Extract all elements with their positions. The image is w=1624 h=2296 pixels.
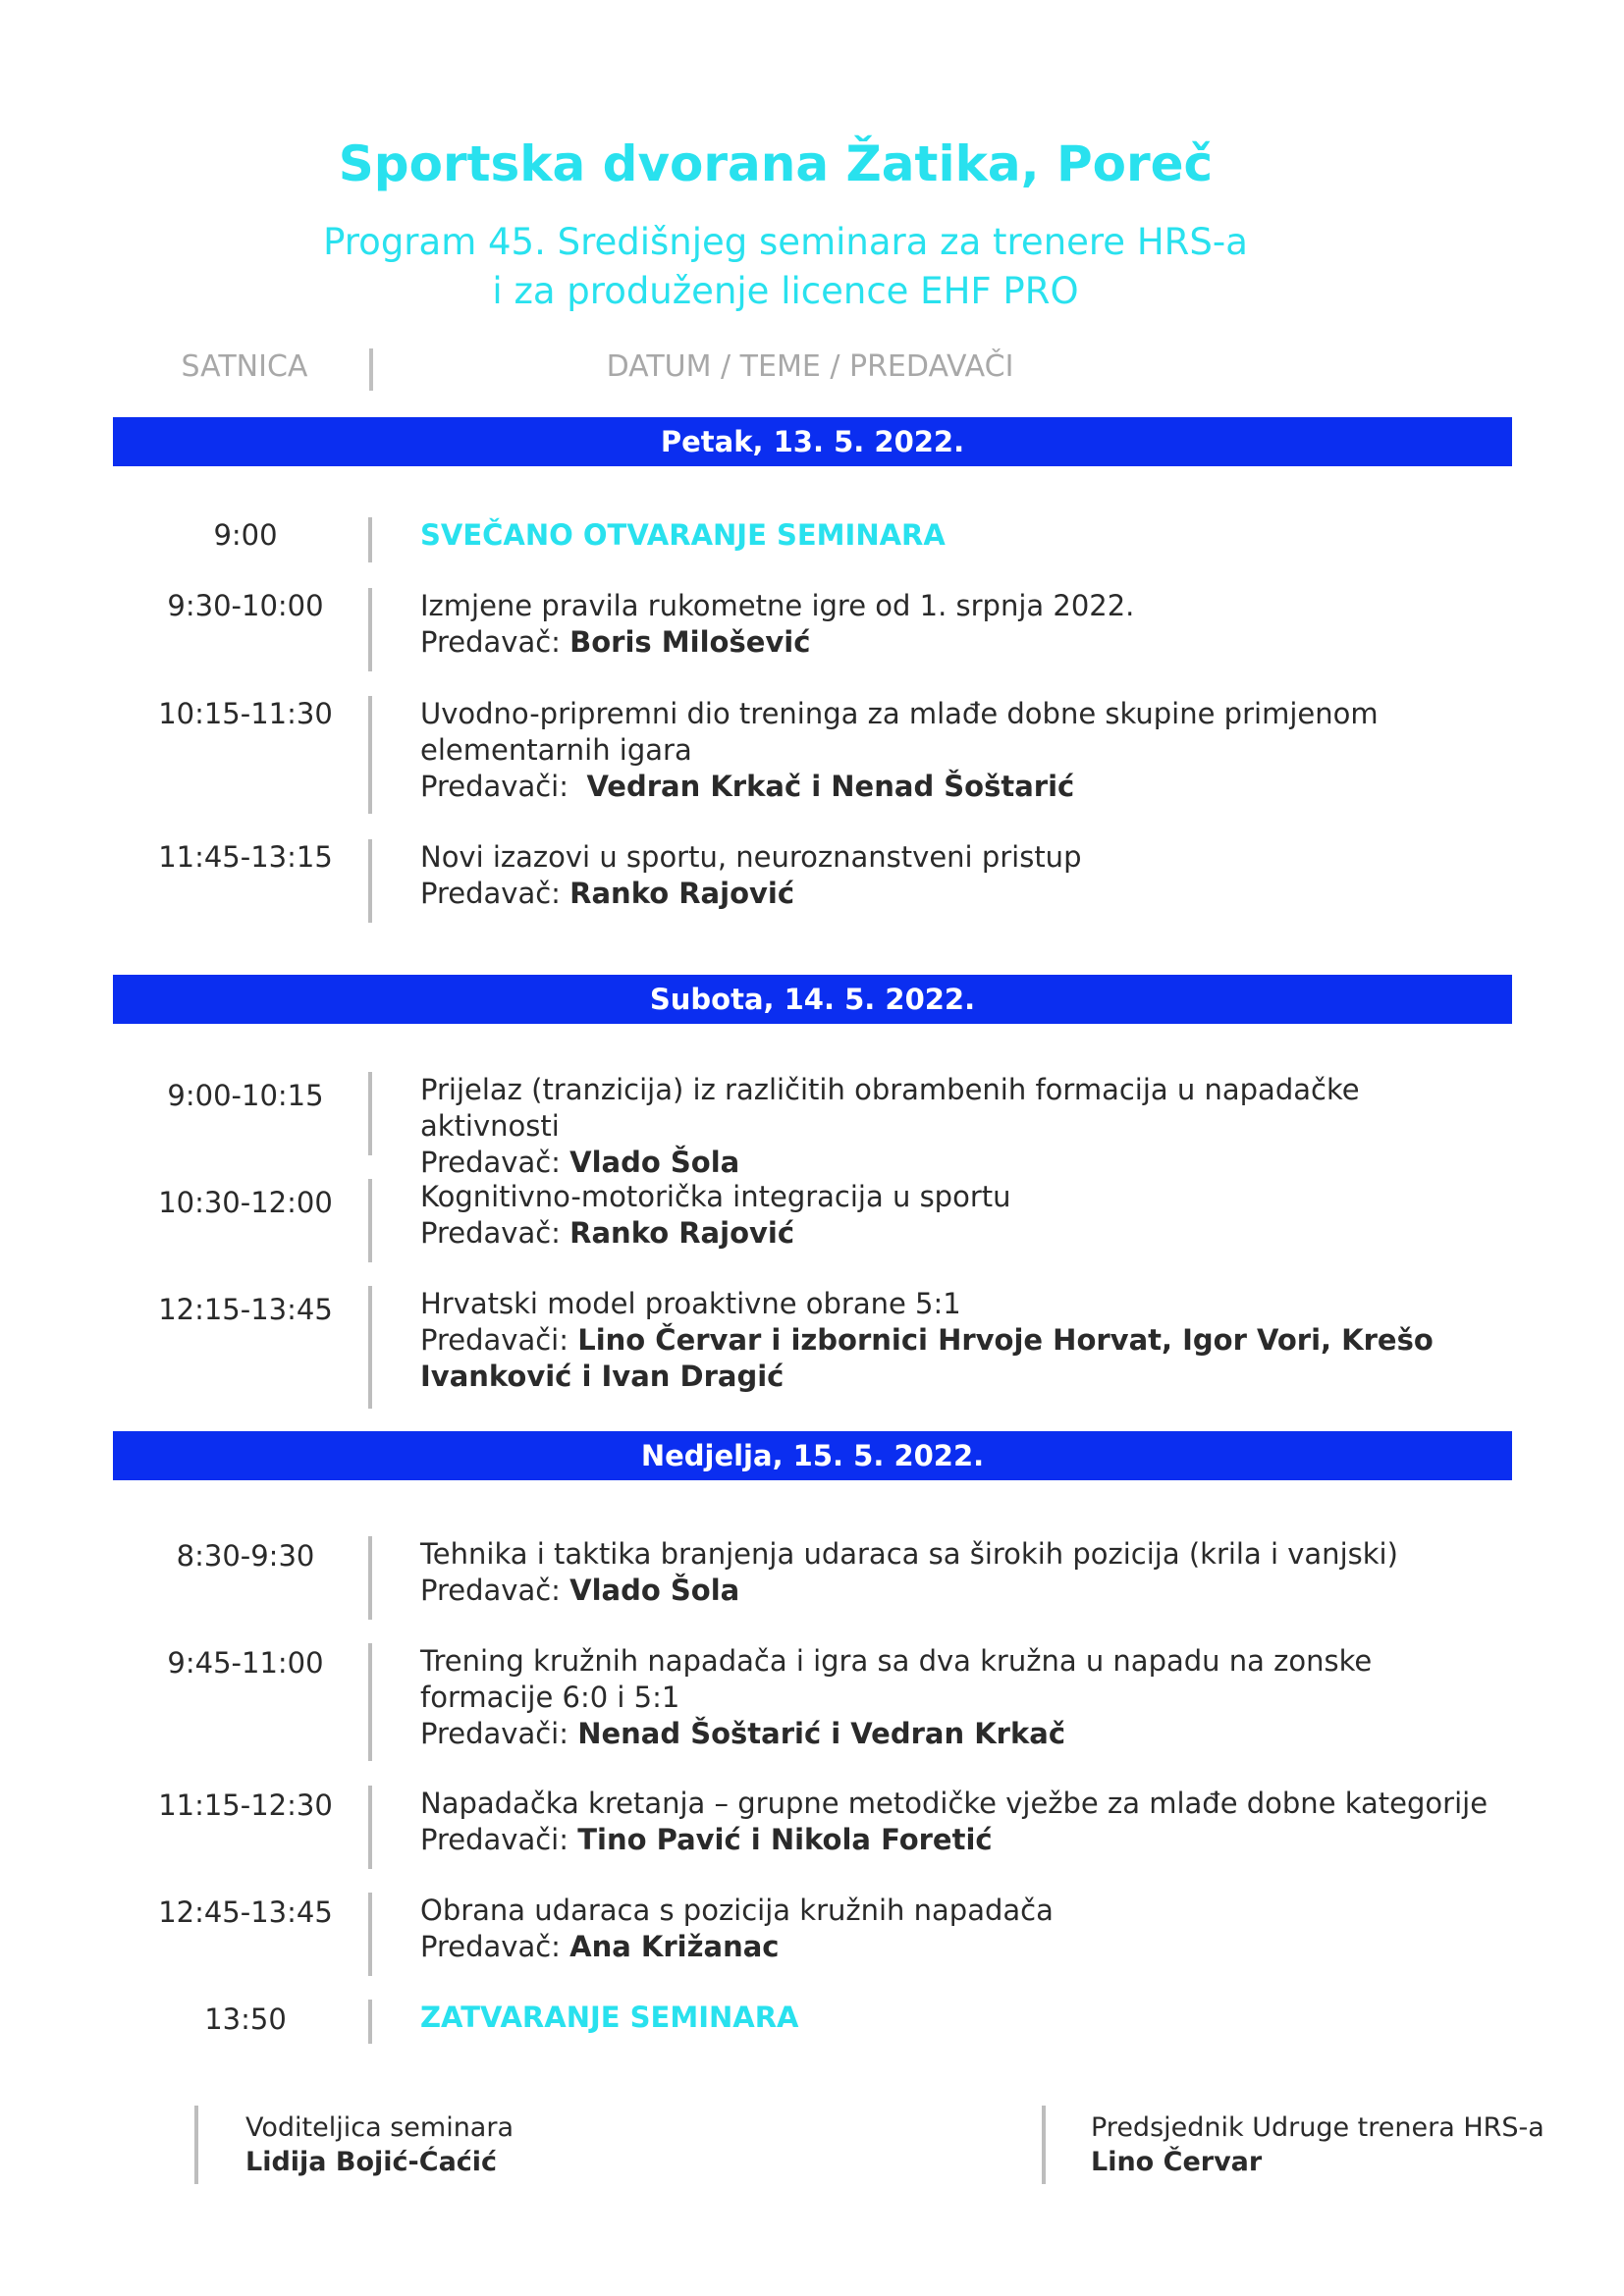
session-time: 9:00 — [213, 518, 278, 552]
speaker-label: Predavač: — [420, 1146, 561, 1179]
session-content — [420, 1536, 1490, 1609]
session-time: 9:30-10:00 — [167, 589, 324, 622]
speaker-label: Predavač: — [420, 1574, 561, 1607]
session-topic: Obrana udaraca s pozicija kružnih napadača — [420, 1894, 1054, 1927]
subtitle-line-1: Program 45. Središnjeg seminara za trenere HRS-a — [323, 221, 1248, 263]
speaker-names: Tino Pavić i Nikola Foretić — [577, 1823, 993, 1856]
row-divider — [368, 1179, 372, 1262]
session-topic: Tehnika i taktika branjenja udaraca sa širokih pozicija (krila i vanjski) — [420, 1537, 1398, 1571]
session-time: 12:45-13:45 — [158, 1896, 333, 1929]
session-speakers — [420, 1823, 993, 1856]
session-time: 13:50 — [204, 2002, 287, 2036]
session-speakers — [420, 877, 794, 910]
speaker-names: Lino Červar i izbornici Hrvoje Horvat, Igor Vori, Krešo Ivanković i Ivan Dragić — [420, 1323, 1434, 1393]
footer-left-name: Lidija Bojić-Ćaćić — [245, 2147, 498, 2177]
session-time: 9:45-11:00 — [167, 1646, 324, 1680]
session-content — [420, 1286, 1490, 1395]
session-content — [420, 1072, 1490, 1181]
session-topic: Napadačka kretanja – grupne metodičke vježbe za mlađe dobne kategorije — [420, 1787, 1489, 1820]
row-divider — [368, 696, 372, 814]
row-divider — [368, 1072, 372, 1155]
session-speakers — [420, 1146, 739, 1179]
session-content — [420, 1786, 1490, 1858]
column-header-topics: DATUM / TEME / PREDAVAČI — [606, 349, 1014, 384]
row-divider — [368, 588, 372, 671]
session-time: 11:45-13:15 — [158, 840, 333, 874]
speaker-label: Predavači: — [420, 770, 568, 803]
day-band: Subota, 14. 5. 2022. — [113, 975, 1512, 1024]
speaker-names: Vedran Krkač i Nenad Šoštarić — [586, 770, 1075, 803]
session-topic: Uvodno-pripremni dio treninga za mlađe dobne skupine primjenom elementarnih igara — [420, 697, 1379, 767]
session-time: 9:00-10:15 — [167, 1079, 324, 1112]
footer-right-name: Lino Červar — [1091, 2147, 1263, 2177]
session-speakers — [420, 1574, 739, 1607]
speaker-label: Predavač: — [420, 1930, 561, 1963]
session-speakers — [420, 625, 810, 659]
session-speakers — [420, 1717, 1065, 1750]
speaker-names: Nenad Šoštarić i Vedran Krkač — [577, 1717, 1066, 1750]
row-divider — [368, 2000, 372, 2044]
footer-left-signature — [245, 2110, 514, 2179]
page-title: Sportska dvorana Žatika, Poreč — [338, 135, 1214, 192]
session-time: 11:15-12:30 — [158, 1789, 333, 1822]
session-topic: Hrvatski model proaktivne obrane 5:1 — [420, 1287, 961, 1320]
session-time: 12:15-13:45 — [158, 1293, 333, 1326]
row-divider — [368, 517, 372, 562]
session-special: SVEČANO OTVARANJE SEMINARA — [420, 518, 946, 552]
day-band: Nedjelja, 15. 5. 2022. — [113, 1431, 1512, 1480]
session-topic: Trening kružnih napadača i igra sa dva kružna u napadu na zonske formacije 6:0 i 5:1 — [420, 1644, 1373, 1714]
row-divider — [368, 1893, 372, 1976]
row-divider — [368, 1536, 372, 1620]
speaker-label: Predavači: — [420, 1823, 568, 1856]
footer-left-divider — [194, 2106, 198, 2184]
speaker-names: Vlado Šola — [569, 1574, 740, 1607]
footer-right-role: Predsjednik Udruge trenera HRS-a — [1091, 2112, 1544, 2143]
row-divider — [368, 1286, 372, 1409]
speaker-label: Predavači: — [420, 1717, 568, 1750]
session-content — [420, 696, 1382, 805]
row-divider — [368, 1643, 372, 1761]
session-content — [420, 1643, 1490, 1752]
session-speakers — [420, 1930, 779, 1963]
speaker-names: Vlado Šola — [569, 1146, 740, 1179]
session-time: 8:30-9:30 — [176, 1539, 315, 1573]
session-special: ZATVARANJE SEMINARA — [420, 2001, 799, 2034]
footer-left-role: Voditeljica seminara — [245, 2112, 514, 2143]
speaker-label: Predavač: — [420, 1216, 561, 1250]
row-divider — [368, 1786, 372, 1869]
column-header-separator — [369, 348, 373, 391]
speaker-names: Ranko Rajović — [569, 877, 795, 910]
session-time: 10:15-11:30 — [158, 697, 333, 730]
session-time: 10:30-12:00 — [158, 1186, 333, 1219]
column-header-time: SATNICA — [181, 349, 308, 384]
session-speakers — [420, 770, 1074, 803]
session-speakers — [420, 1216, 794, 1250]
speaker-label: Predavač: — [420, 625, 561, 659]
speaker-names: Ana Križanac — [569, 1930, 780, 1963]
session-content — [420, 588, 1490, 661]
day-band: Petak, 13. 5. 2022. — [113, 417, 1512, 466]
session-topic: Novi izazovi u sportu, neuroznanstveni pristup — [420, 840, 1082, 874]
session-topic: Prijelaz (tranzicija) iz različitih obrambenih formacija u napadačke aktivnosti — [420, 1073, 1360, 1143]
row-divider — [368, 839, 372, 923]
speaker-names: Boris Milošević — [569, 625, 811, 659]
session-content — [420, 839, 1490, 912]
page-subtitle — [0, 218, 1571, 316]
footer-right-signature — [1091, 2110, 1544, 2179]
session-content — [420, 1179, 1490, 1252]
session-topic: Izmjene pravila rukometne igre od 1. srpnja 2022. — [420, 589, 1135, 622]
speaker-names: Ranko Rajović — [569, 1216, 795, 1250]
session-speakers — [420, 1323, 1434, 1393]
footer-right-divider — [1042, 2106, 1046, 2184]
session-content — [420, 1893, 1490, 1965]
subtitle-line-2: i za produženje licence EHF PRO — [492, 270, 1079, 312]
speaker-label: Predavač: — [420, 877, 561, 910]
session-topic: Kognitivno-motorička integracija u sportu — [420, 1180, 1011, 1213]
speaker-label: Predavači: — [420, 1323, 568, 1357]
